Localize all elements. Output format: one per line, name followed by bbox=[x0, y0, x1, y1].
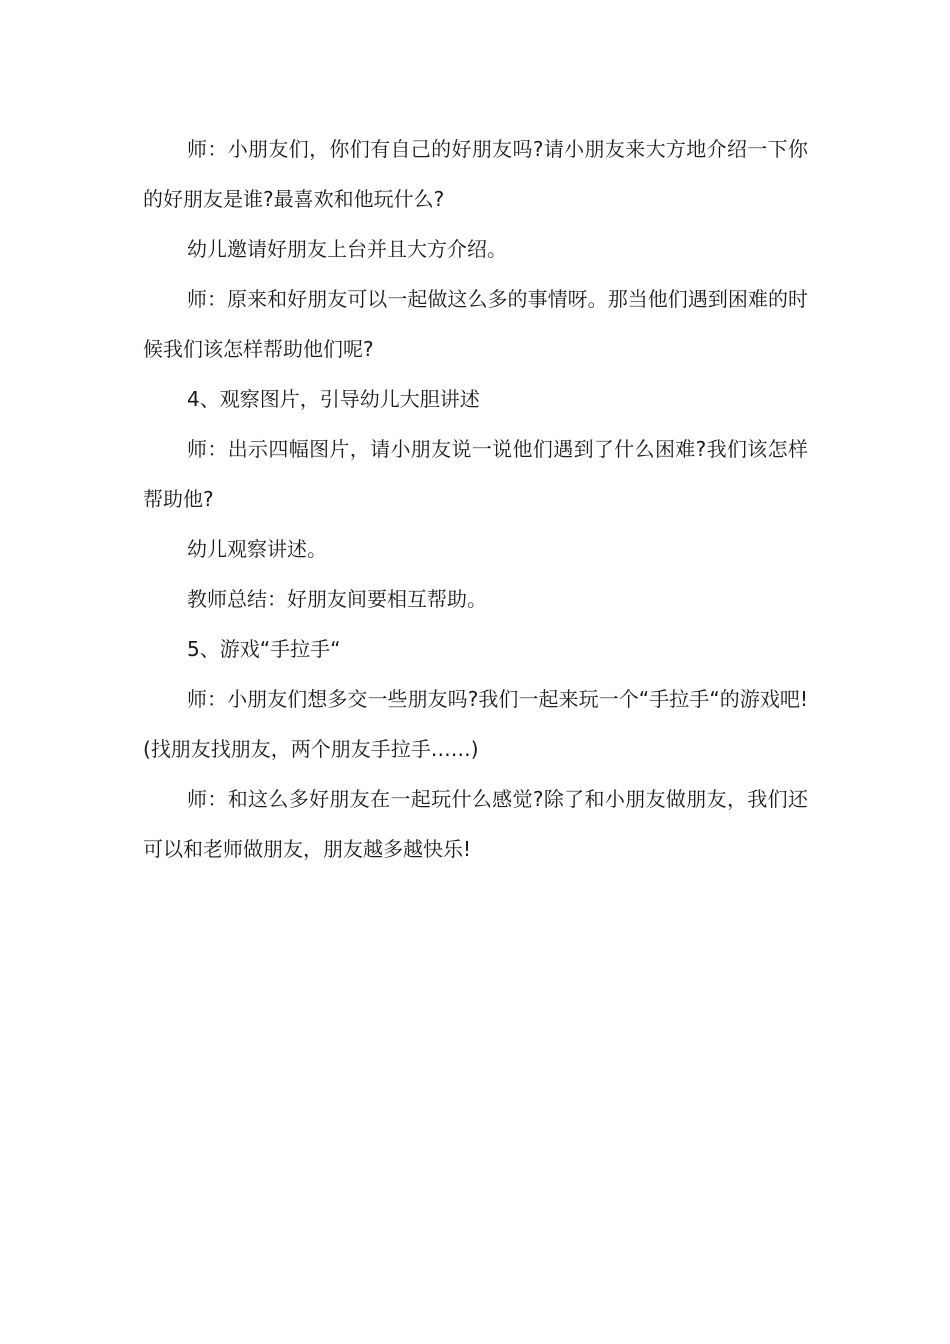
document-body bbox=[143, 124, 808, 874]
section-heading-observe-pictures: 4、观察图片，引导幼儿大胆讲述 bbox=[187, 387, 480, 411]
paragraph-teacher-show-pictures: 师：出示四幅图片，请小朋友说一说他们遇到了什么困难?我们该怎样帮助他? bbox=[143, 437, 808, 511]
section-heading-game: 5、游戏“手拉手“ bbox=[187, 637, 341, 661]
paragraph-teacher-summary: 教师总结：好朋友间要相互帮助。 bbox=[187, 587, 487, 611]
paragraph-teacher-intro-friends: 师：小朋友们，你们有自己的好朋友吗?请小朋友来大方地介绍一下你的好朋友是谁?最喜欢和他玩什么? bbox=[143, 137, 808, 211]
paragraph-teacher-conclusion: 师：和这么多好朋友在一起玩什么感觉?除了和小朋友做朋友，我们还可以和老师做朋友，朋友越多越快乐! bbox=[143, 787, 808, 861]
paragraph-teacher-help-question: 师：原来和好朋友可以一起做这么多的事情呀。那当他们遇到困难的时候我们该怎样帮助他们呢? bbox=[143, 287, 808, 361]
paragraph-children-introduce: 幼儿邀请好朋友上台并且大方介绍。 bbox=[187, 237, 507, 261]
paragraph-teacher-game-intro: 师：小朋友们想多交一些朋友吗?我们一起来玩一个“手拉手“的游戏吧!(找朋友找朋友，两个朋友手拉手……) bbox=[143, 687, 808, 761]
paragraph-children-observe: 幼儿观察讲述。 bbox=[187, 537, 327, 561]
